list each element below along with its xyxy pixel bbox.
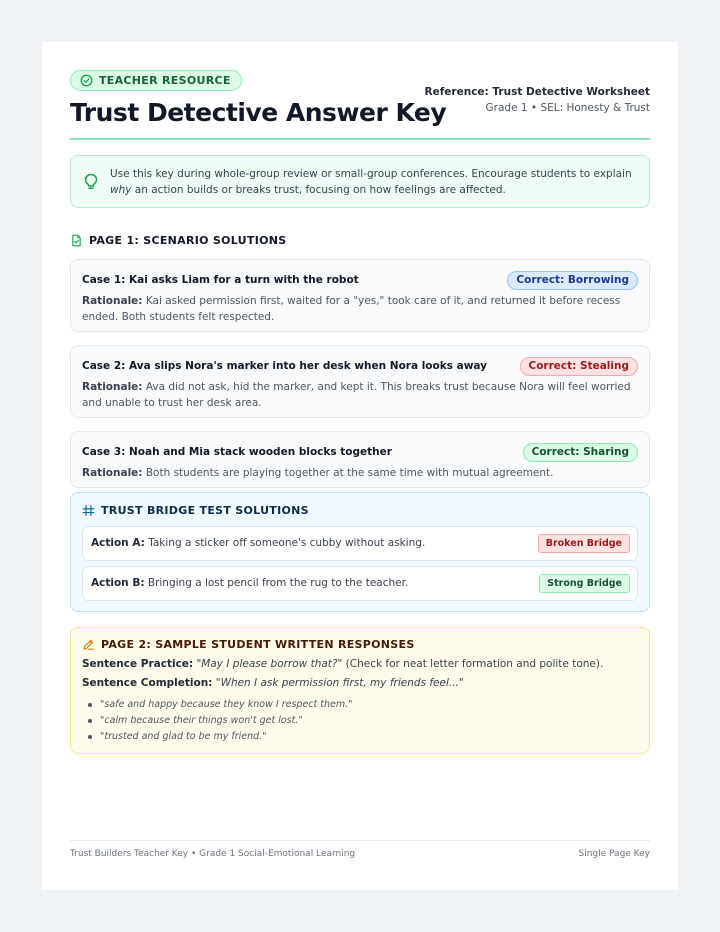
response-list — [88, 697, 353, 745]
rationale-text: Ava did not ask, hid the marker, and kept it. This breaks trust because Nora will feel worried and unable to trust her desk area. — [82, 381, 631, 409]
case-rationale — [82, 294, 637, 325]
case-card — [70, 431, 650, 488]
sample-responses-section — [70, 627, 650, 754]
answer-badge: Correct: Stealing — [520, 357, 638, 376]
action-description: Bringing a lost pencil from the rug to the teacher. — [147, 577, 409, 589]
case-title: Case 3: Noah and Mia stack wooden blocks together — [82, 446, 392, 458]
bridge-heading — [82, 504, 309, 517]
document-check-icon — [70, 234, 83, 247]
footer-right: Single Page Key — [578, 849, 650, 859]
rationale-text: Both students are playing together at the same time with mutual agreement. — [145, 467, 554, 479]
callout-text — [110, 166, 635, 198]
badge-label: TEACHER RESOURCE — [99, 74, 231, 87]
bridge-icon — [82, 504, 95, 517]
teacher-resource-badge — [70, 70, 242, 91]
answer-key-page — [42, 42, 678, 890]
callout-emphasis: why — [110, 184, 132, 196]
check-circle-icon — [80, 74, 93, 87]
action-text — [91, 577, 408, 589]
action-row — [82, 566, 638, 601]
page1-heading — [70, 234, 287, 247]
list-item: "calm because their things won't get lost." — [88, 713, 353, 729]
rationale-label: Rationale: — [82, 381, 143, 393]
reference-block — [425, 84, 650, 116]
trust-bridge-section — [70, 492, 650, 612]
action-description: Taking a sticker off someone's cubby without asking. — [148, 537, 426, 549]
callout-text-end: an action builds or breaks trust, focusing on how feelings are affected. — [131, 184, 506, 196]
page-title: Trust Detective Answer Key — [70, 98, 447, 127]
action-label: Action B: — [91, 577, 145, 589]
sentence-practice-line — [82, 658, 603, 670]
strong-bridge-tag: Strong Bridge — [539, 574, 630, 593]
completion-quote: "When I ask permission first, my friends feel..." — [215, 677, 464, 689]
page2-heading-label: PAGE 2: SAMPLE STUDENT WRITTEN RESPONSES — [101, 638, 415, 651]
rationale-text: Kai asked permission first, waited for a "yes," took care of it, and returned it before recess ended. Both students felt respected. — [82, 295, 621, 323]
practice-label: Sentence Practice: — [82, 658, 194, 670]
list-item: "safe and happy because they know I respect them." — [88, 697, 353, 713]
lightbulb-icon — [83, 173, 99, 191]
list-item: "trusted and glad to be my friend." — [88, 729, 353, 745]
callout-text-start: Use this key during whole-group review or small-group conferences. Encourage students to explain — [110, 168, 632, 180]
case-card — [70, 345, 650, 418]
sentence-completion-line — [82, 677, 464, 689]
grade-subject: Grade 1 • SEL: Honesty & Trust — [485, 102, 650, 114]
page1-heading-label: PAGE 1: SCENARIO SOLUTIONS — [89, 234, 287, 247]
completion-label: Sentence Completion: — [82, 677, 213, 689]
practice-quote: "May I please borrow that?" — [196, 658, 343, 670]
page2-heading — [82, 638, 415, 651]
case-title: Case 2: Ava slips Nora's marker into her desk when Nora looks away — [82, 360, 488, 372]
case-title: Case 1: Kai asks Liam for a turn with the robot — [82, 274, 359, 286]
rationale-label: Rationale: — [82, 467, 143, 479]
action-label: Action A: — [91, 537, 145, 549]
reference-title: Reference: Trust Detective Worksheet — [424, 86, 650, 98]
answer-badge: Correct: Sharing — [523, 443, 638, 462]
bridge-heading-label: TRUST BRIDGE TEST SOLUTIONS — [101, 504, 309, 517]
action-row — [82, 526, 638, 561]
answer-badge: Correct: Borrowing — [507, 271, 638, 290]
rationale-label: Rationale: — [82, 295, 143, 307]
case-rationale — [82, 466, 637, 482]
broken-bridge-tag: Broken Bridge — [538, 534, 630, 553]
case-rationale — [82, 380, 637, 411]
page-content — [70, 70, 650, 859]
header-divider — [70, 138, 650, 140]
usage-callout — [70, 155, 650, 208]
footer-left: Trust Builders Teacher Key • Grade 1 Social-Emotional Learning — [70, 849, 356, 859]
action-text — [91, 537, 425, 549]
practice-note: (Check for neat letter formation and polite tone). — [345, 658, 604, 670]
pencil-icon — [82, 638, 95, 651]
case-card — [70, 259, 650, 332]
page-footer — [70, 840, 650, 859]
